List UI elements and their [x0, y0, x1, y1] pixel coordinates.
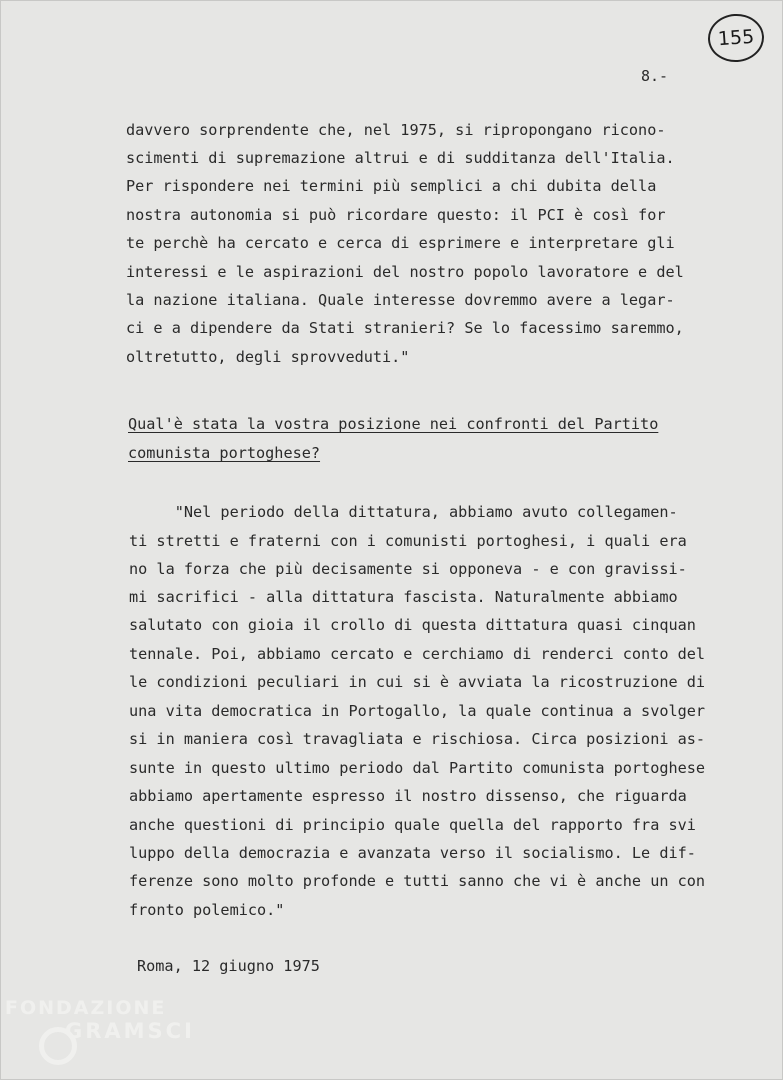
watermark-line-2: GRAMSCI: [65, 1019, 195, 1043]
archive-stamp: [706, 12, 765, 64]
text-line: abbiamo apertamente espresso il nostro dissenso, che riguarda: [129, 787, 687, 805]
page-number: 8.-: [641, 67, 669, 85]
text-line: ci e a dipendere da Stati stranieri? Se lo facessimo saremmo,: [126, 319, 684, 337]
text-line: salutato con gioia il crollo di questa dittatura quasi cinquan: [129, 616, 696, 634]
text-line: mi sacrifici - alla dittatura fascista. Naturalmente abbiamo: [129, 588, 678, 606]
archive-stamp-number: 155: [717, 25, 755, 51]
text-line: te perchè ha cercato e cerca di esprimere e interpretare gli: [126, 234, 675, 252]
text-line: si in maniera così travagliata e rischiosa. Circa posizioni as-: [129, 730, 706, 748]
date-line: Roma, 12 giugno 1975: [137, 957, 320, 975]
text-line: interessi e le aspirazioni del nostro popolo lavoratore e del: [126, 263, 684, 281]
text-line: luppo della democrazia e avanzata verso il socialismo. Le dif-: [129, 844, 696, 862]
text-line: ferenze sono molto profonde e tutti sanno che vi è anche un con: [129, 872, 706, 890]
text-line: la nazione italiana. Quale interesse dovremmo avere a legar-: [126, 291, 675, 309]
foundation-watermark: [5, 991, 205, 1071]
text-line: fronto polemico.": [129, 901, 285, 919]
heading-line: comunista portoghese?: [128, 444, 321, 462]
text-line: oltretutto, degli sprovveduti.": [126, 348, 410, 366]
text-line: no la forza che più decisamente si opponeva - e con gravissi-: [129, 560, 687, 578]
text-line: "Nel periodo della dittatura, abbiamo avuto collegamen-: [129, 503, 678, 521]
text-line: davvero sorprendente che, nel 1975, si ripropongano ricono-: [126, 121, 666, 139]
text-line: Per rispondere nei termini più semplici a chi dubita della: [126, 177, 657, 195]
watermark-line-1: FONDAZIONE: [5, 997, 167, 1019]
text-line: anche questioni di principio quale quella del rapporto fra svi: [129, 816, 696, 834]
text-line: nostra autonomia si può ricordare questo: il PCI è così for: [126, 206, 666, 224]
text-line: le condizioni peculiari in cui si è avviata la ricostruzione di: [129, 673, 706, 691]
text-line: scimenti di supremazione altrui e di sudditanza dell'Italia.: [126, 149, 675, 167]
text-line: una vita democratica in Portogallo, la quale continua a svolger: [129, 702, 706, 720]
text-line: tennale. Poi, abbiamo cercato e cerchiamo di renderci conto del: [129, 645, 706, 663]
text-line: sunte in questo ultimo periodo dal Partito comunista portoghese: [129, 759, 706, 777]
text-line: ti stretti e fraterni con i comunisti portoghesi, i quali era: [129, 532, 687, 550]
heading-line: Qual'è stata la vostra posizione nei confronti del Partito: [128, 415, 659, 433]
